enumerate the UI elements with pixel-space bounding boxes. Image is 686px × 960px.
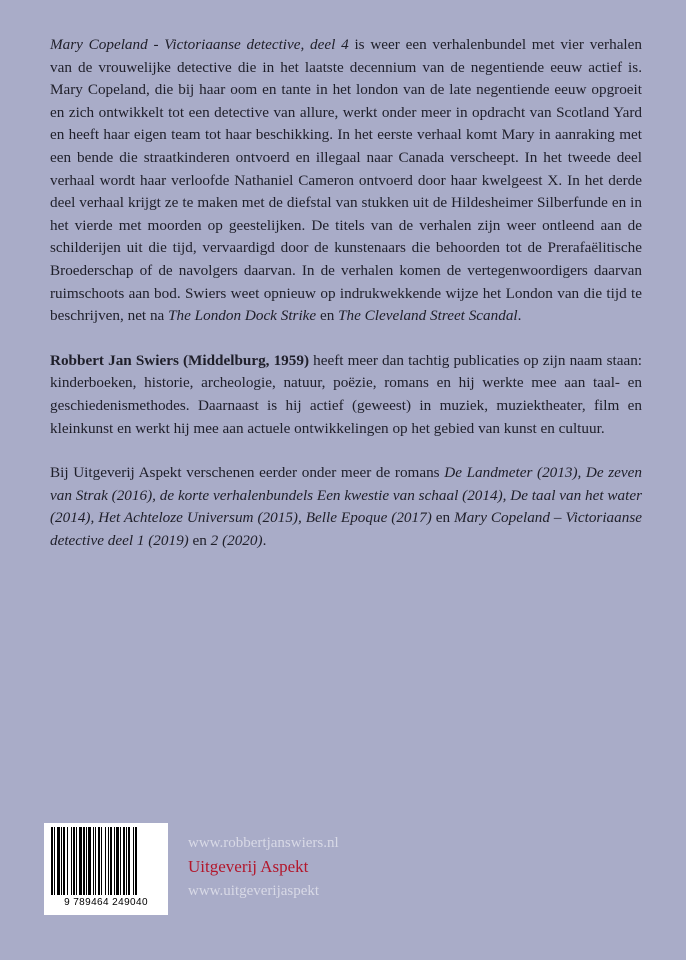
barcode-bar (79, 827, 82, 895)
barcode-bar (101, 827, 102, 895)
publisher-website[interactable]: www.uitgeverijaspekt (188, 883, 320, 899)
barcode-bar (86, 827, 87, 895)
barcode-bar (83, 827, 85, 895)
cover-text (50, 34, 642, 574)
book-title: Mary Copeland - Victoriaanse detective, deel 4 (50, 36, 349, 53)
isbn-number: 9 789464 249040 (64, 897, 148, 908)
series-part-2: 2 (2020) (210, 531, 263, 549)
barcode-bar (95, 827, 96, 895)
barcode-bar (110, 827, 112, 895)
barcode-bar (63, 827, 65, 895)
barcode-bar (57, 827, 60, 895)
series-title: Mary Copeland – Victoriaanse detective deel 1 (2019) (50, 509, 642, 549)
barcode-bar (51, 827, 53, 895)
connector-text: en (188, 531, 211, 549)
barcode-bar (105, 827, 106, 895)
earlier-titles: De Landmeter (2013), De zeven van Strak (2016), de korte verhalenbundels Een kwestie van schaal (2014), De taal van het water (2014), Het Achteloze Universum (2015), Belle Epoque (2017) (50, 464, 642, 527)
barcode-bar (73, 827, 75, 895)
dock-strike-title: The London Dock Strike (168, 307, 317, 325)
barcode-bar (123, 827, 125, 895)
barcode-bar (114, 827, 115, 895)
period: . (262, 531, 267, 549)
period: . (517, 307, 522, 325)
barcode-bar (128, 827, 130, 895)
author-bio: heeft meer dan tachtig publicaties op zijn naam staan: kinderboeken, historie, archeologie, natuur, poëzie, romans en hij werkte mee aan taal- en geschiedenismethodes. Daarnaast is hij actief (geweest) in muziek, muziektheater, film en kleinkunst en werkt hij mee aan actuele ontwikkelingen op het gebied van kunst en cultuur. (50, 351, 643, 437)
barcode-bar (76, 827, 77, 895)
description-paragraph (50, 34, 642, 328)
barcode-bar (126, 827, 127, 895)
description-text: is weer een verhalenbundel met vier verhalen van de vrouwelijke detective die in het laatste decennium van de negentiende eeuw actief is. Mary Copeland, die bij haar oom en tante in het london van de late negentiende eeuw opgroeit en zich ontwikkelt tot een detective van allure, werkt onder meer in opdracht van Scotland Yard en heeft haar eigen team tot haar beschikking. In het eerste verhaal komt Mary in aanraking met een bende die straatkinderen ontvoerd en illegaal naar Canada verscheept. In het tweede deel verhaal wordt haar verloofde Nathaniel Cameron ontvoerd door haar kwelgeest X. In het derde deel verhaal krijgt ze te maken met de diefstal van stukken uit de Hildesheimer Silberfunde en in het vierde met moorden op geestelijken. De titels van de verhalen zijn weer ontleend aan de schilderijen uit die tijd, vervaardigd door de kunstenaars die behoorden tot de Prerafaëlitische Broederschap of de navolgers daarvan. In de verhalen komen de vertegenwoordigers daarvan ruimschoots aan bod. Swiers weet opnieuw op indrukwekkende wijze het London van die tijd te beschrijven, net na (50, 36, 642, 325)
bibliography-paragraph (50, 462, 642, 552)
barcode-bar (116, 827, 119, 895)
barcode-bar (135, 827, 137, 895)
barcode-bar (71, 827, 72, 895)
barcode-bar (61, 827, 62, 895)
barcode-bars (48, 827, 164, 897)
barcode-bar (120, 827, 121, 895)
author-name: Robbert Jan Swiers (Middelburg, 1959) (50, 351, 310, 369)
barcode-bar (108, 827, 109, 895)
barcode-bar (98, 827, 100, 895)
author-paragraph (50, 350, 642, 440)
scandal-title: The Cleveland Street Scandal (338, 307, 518, 325)
barcode-bar (88, 827, 91, 895)
isbn-barcode (44, 823, 168, 915)
publisher-name: Uitgeverij Aspekt (188, 857, 309, 876)
publisher-info (188, 831, 339, 903)
barcode-bar (67, 827, 68, 895)
author-website[interactable]: www.robbertjanswiers.nl (188, 835, 339, 851)
barcode-bar (54, 827, 55, 895)
connector-text: en (316, 307, 339, 325)
bibliography-intro: Bij Uitgeverij Aspekt verschenen eerder onder meer de romans (50, 464, 445, 482)
connector-text: en (431, 509, 455, 527)
barcode-bar (133, 827, 134, 895)
barcode-bar (93, 827, 94, 895)
